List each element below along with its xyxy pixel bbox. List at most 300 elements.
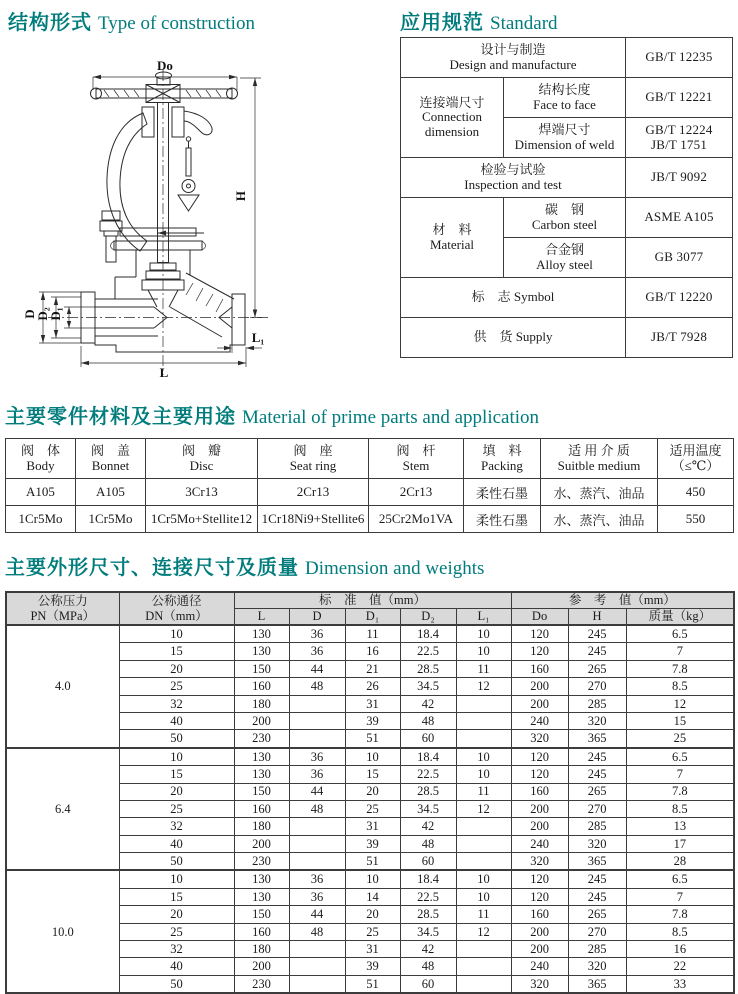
- dimensions-cell: [289, 695, 345, 712]
- materials-row: [6, 506, 734, 533]
- dimensions-cell: 42: [400, 818, 456, 835]
- dimensions-cell: 36: [289, 888, 345, 905]
- dimensions-cell: 130: [234, 748, 289, 766]
- dimensions-cell: 120: [511, 870, 568, 888]
- dimensions-column-header: L₁: [456, 609, 511, 626]
- dimensions-cell: 60: [400, 730, 456, 748]
- materials-cell: 1Cr18Ni9+Stellite6: [258, 506, 369, 533]
- dimensions-cell: 230: [234, 853, 289, 871]
- dimensions-cell: 48: [289, 923, 345, 940]
- dimensions-cell: [289, 730, 345, 748]
- dimensions-cell: 245: [568, 870, 626, 888]
- dimensions-cell: 320: [511, 853, 568, 871]
- construction-section-title: [8, 6, 255, 35]
- dimensions-cell: 32: [119, 818, 234, 835]
- dimensions-cell: 16: [626, 941, 734, 958]
- dimensions-cell: 10: [456, 625, 511, 643]
- dim-label-d0: Do: [157, 58, 173, 73]
- dimensions-cell: 60: [400, 853, 456, 871]
- dimensions-cell: 44: [289, 783, 345, 800]
- materials-cell: 水、蒸汽、油品: [541, 506, 658, 533]
- standard-value-weld: [626, 118, 733, 158]
- dimensions-cell: 8.5: [626, 678, 734, 695]
- dimensions-cell: 245: [568, 625, 626, 643]
- dimensions-cell: 245: [568, 888, 626, 905]
- dimensions-cell: [456, 941, 511, 958]
- dim-label-l1: L₁: [251, 330, 265, 345]
- dimensions-cell: 150: [234, 783, 289, 800]
- materials-title-en: Material of prime parts and application: [242, 407, 540, 428]
- dimensions-cell: 285: [568, 818, 626, 835]
- dimensions-cell: 20: [345, 906, 400, 923]
- dimensions-cell: 48: [289, 800, 345, 817]
- dimensions-cell: 320: [511, 730, 568, 748]
- alloy-en: Alloy steel: [536, 256, 593, 272]
- materials-section-title: [5, 400, 539, 429]
- dimensions-cell: 44: [289, 660, 345, 677]
- dimensions-column-header: Do: [511, 609, 568, 626]
- dimensions-cell: 10: [119, 625, 234, 643]
- standard-value-supply: JB/T 7928: [626, 318, 733, 358]
- standard-row-inspection: [401, 158, 733, 198]
- dimensions-cell: 6.5: [626, 870, 734, 888]
- dimensions-cell: [289, 958, 345, 975]
- materials-cell: 550: [658, 506, 734, 533]
- dimensions-column-header: D₂: [400, 609, 456, 626]
- dimensions-cell: [456, 975, 511, 993]
- dimensions-cell: 13: [626, 818, 734, 835]
- dimensions-cell: 22.5: [400, 643, 456, 660]
- standard-values-header: 标 准 值（mm）: [234, 592, 511, 609]
- valve-drawing: [18, 45, 298, 380]
- pn-group-cell: 6.4: [6, 748, 119, 871]
- face-zh: 结构长度: [538, 81, 591, 97]
- standard-table: [400, 37, 733, 358]
- dimensions-cell: 6.5: [626, 748, 734, 766]
- materials-cell: 3Cr13: [146, 479, 258, 506]
- dimensions-cell: 20: [119, 783, 234, 800]
- dimensions-cell: 50: [119, 730, 234, 748]
- dimensions-cell: 7: [626, 766, 734, 783]
- dimensions-cell: 15: [119, 766, 234, 783]
- dimensions-cell: 270: [568, 923, 626, 940]
- dimensions-cell: 7.8: [626, 783, 734, 800]
- dimensions-cell: 160: [511, 783, 568, 800]
- materials-cell: 柔性石墨: [464, 479, 541, 506]
- dimensions-cell: 320: [511, 975, 568, 993]
- dimensions-cell: [289, 712, 345, 729]
- dimensions-cell: 285: [568, 941, 626, 958]
- dimensions-cell: 12: [626, 695, 734, 712]
- dimensions-cell: 10: [456, 766, 511, 783]
- construction-title-zh: 结构形式: [8, 12, 92, 34]
- design-en: Design and manufacture: [449, 56, 577, 72]
- dimensions-cell: 270: [568, 678, 626, 695]
- standard-title-en: Standard: [490, 13, 558, 34]
- dimensions-cell: 48: [400, 835, 456, 852]
- dimensions-cell: 51: [345, 853, 400, 871]
- standard-value-design: GB/T 12235: [626, 38, 733, 78]
- dimensions-row: [6, 748, 734, 766]
- dimensions-cell: 200: [511, 923, 568, 940]
- dim-label-d2: D₂: [35, 307, 50, 321]
- dimensions-cell: 18.4: [400, 870, 456, 888]
- dimensions-cell: 120: [511, 643, 568, 660]
- material-zh: 材 料: [432, 221, 472, 237]
- inspection-zh: 检验与试验: [480, 161, 546, 177]
- dimensions-row: [6, 625, 734, 643]
- standard-value-inspection: JB/T 9092: [626, 158, 733, 198]
- dimensions-cell: 12: [456, 678, 511, 695]
- dimensions-cell: 8.5: [626, 800, 734, 817]
- weld-zh: 焊端尺寸: [538, 121, 591, 137]
- dimensions-cell: 180: [234, 695, 289, 712]
- dimensions-cell: 18.4: [400, 625, 456, 643]
- inspection-en: Inspection and test: [464, 176, 562, 192]
- dimensions-column-header: H: [568, 609, 626, 626]
- dim-label-d: D: [22, 309, 37, 319]
- dimensions-cell: 130: [234, 870, 289, 888]
- dimensions-cell: 7.8: [626, 906, 734, 923]
- weld-value-2: JB/T 1751: [650, 136, 708, 152]
- dimensions-row: [6, 870, 734, 888]
- dimensions-cell: 34.5: [400, 678, 456, 695]
- dim-label-d1: D₁: [48, 307, 63, 321]
- dimensions-cell: 50: [119, 975, 234, 993]
- dimensions-cell: 22.5: [400, 766, 456, 783]
- dimensions-cell: 10: [456, 643, 511, 660]
- dimensions-cell: 25: [345, 923, 400, 940]
- dimensions-cell: 7.8: [626, 660, 734, 677]
- dimensions-cell: 21: [345, 660, 400, 677]
- dimensions-cell: 31: [345, 695, 400, 712]
- dimensions-cell: [456, 695, 511, 712]
- dimensions-cell: 36: [289, 766, 345, 783]
- dn-header-en: DN（mm）: [145, 608, 208, 623]
- dimensions-column-header: L: [234, 609, 289, 626]
- dimensions-cell: 39: [345, 712, 400, 729]
- dimensions-cell: 40: [119, 835, 234, 852]
- dimensions-cell: 245: [568, 766, 626, 783]
- dimensions-cell: 42: [400, 941, 456, 958]
- dimensions-cell: 130: [234, 888, 289, 905]
- standard-row-carbon: [401, 198, 733, 238]
- standard-value-face: GB/T 12221: [626, 78, 733, 118]
- materials-cell: 450: [658, 479, 734, 506]
- reference-values-header: 参 考 值（mm）: [511, 592, 734, 609]
- dn-header-zh: 公称通径: [151, 594, 202, 609]
- pn-header: [6, 592, 119, 625]
- carbon-en: Carbon steel: [531, 216, 598, 232]
- materials-cell: 2Cr13: [369, 479, 464, 506]
- dimensions-cell: 200: [511, 678, 568, 695]
- standard-label-inspection: [401, 158, 626, 198]
- standard-value-carbon: ASME A105: [626, 198, 733, 238]
- dimensions-cell: [456, 853, 511, 871]
- materials-table: [5, 438, 734, 533]
- materials-cell: 水、蒸汽、油品: [541, 479, 658, 506]
- dimensions-cell: 31: [345, 941, 400, 958]
- dimensions-cell: 32: [119, 695, 234, 712]
- dimensions-section-title: [5, 551, 484, 580]
- dimensions-cell: 11: [345, 625, 400, 643]
- dimensions-cell: [289, 853, 345, 871]
- dimensions-cell: 50: [119, 853, 234, 871]
- dimensions-cell: 44: [289, 906, 345, 923]
- dimensions-cell: 34.5: [400, 800, 456, 817]
- dimensions-cell: 26: [345, 678, 400, 695]
- alloy-zh: 合金钢: [544, 241, 584, 257]
- dimensions-cell: 34.5: [400, 923, 456, 940]
- standard-label-weld: [504, 118, 626, 158]
- dimensions-cell: 51: [345, 975, 400, 993]
- dimensions-cell: 160: [511, 906, 568, 923]
- dimensions-title-zh: 主要外形尺寸、连接尺寸及质量: [5, 557, 299, 579]
- dimensions-cell: 270: [568, 800, 626, 817]
- dimensions-cell: 28.5: [400, 783, 456, 800]
- materials-cell: A105: [76, 479, 146, 506]
- materials-column-header: 阀 瓣 Disc: [146, 439, 258, 479]
- dimensions-cell: 230: [234, 730, 289, 748]
- dimensions-cell: [456, 958, 511, 975]
- dimensions-cell: 39: [345, 958, 400, 975]
- standard-row-design: [401, 38, 733, 78]
- dimensions-cell: 12: [456, 923, 511, 940]
- dimensions-cell: 22: [626, 958, 734, 975]
- dimensions-cell: 365: [568, 730, 626, 748]
- dimensions-cell: 36: [289, 748, 345, 766]
- dimensions-cell: 160: [234, 678, 289, 695]
- standard-section-title: [400, 6, 558, 35]
- materials-cell: 1Cr5Mo+Stellite12: [146, 506, 258, 533]
- materials-cell: 25Cr2Mo1VA: [369, 506, 464, 533]
- dimensions-cell: 200: [234, 958, 289, 975]
- dimensions-cell: 120: [511, 766, 568, 783]
- dimensions-cell: 320: [568, 835, 626, 852]
- pn-group-cell: 10.0: [6, 870, 119, 993]
- dimensions-cell: 25: [119, 923, 234, 940]
- materials-row: [6, 479, 734, 506]
- carbon-zh: 碳 钢: [544, 201, 584, 217]
- standard-label-alloy: [504, 238, 626, 278]
- standard-row-supply: [401, 318, 733, 358]
- dimensions-cell: 130: [234, 643, 289, 660]
- dimensions-cell: 160: [234, 923, 289, 940]
- dimensions-cell: 36: [289, 625, 345, 643]
- dimensions-cell: 240: [511, 712, 568, 729]
- dimensions-cell: 200: [234, 712, 289, 729]
- dimensions-cell: 10: [456, 888, 511, 905]
- dimensions-cell: 32: [119, 941, 234, 958]
- dimensions-cell: [456, 712, 511, 729]
- dimensions-cell: 15: [119, 643, 234, 660]
- dimensions-cell: 15: [119, 888, 234, 905]
- dimensions-cell: 245: [568, 748, 626, 766]
- dimensions-cell: 39: [345, 835, 400, 852]
- dimensions-cell: 180: [234, 941, 289, 958]
- standard-value-alloy: GB 3077: [626, 238, 733, 278]
- dimensions-cell: 240: [511, 835, 568, 852]
- dimensions-cell: 200: [234, 835, 289, 852]
- construction-title-en: Type of construction: [98, 13, 255, 34]
- dimensions-cell: 200: [511, 695, 568, 712]
- dimensions-cell: [456, 730, 511, 748]
- dimensions-cell: 33: [626, 975, 734, 993]
- dimensions-cell: 31: [345, 818, 400, 835]
- dimensions-cell: 230: [234, 975, 289, 993]
- dimensions-cell: 265: [568, 783, 626, 800]
- dimensions-cell: 10: [119, 870, 234, 888]
- dimensions-cell: 20: [345, 783, 400, 800]
- dimensions-cell: 6.5: [626, 625, 734, 643]
- dimensions-title-en: Dimension and weights: [305, 558, 485, 579]
- dimensions-cell: 12: [456, 800, 511, 817]
- dimensions-cell: 285: [568, 695, 626, 712]
- dimensions-cell: 7: [626, 643, 734, 660]
- materials-column-header: 阀 盖 Bonnet: [76, 439, 146, 479]
- dimensions-cell: 51: [345, 730, 400, 748]
- dimensions-cell: 42: [400, 695, 456, 712]
- pn-header-en: PN（MPa）: [30, 608, 96, 623]
- dimensions-cell: 60: [400, 975, 456, 993]
- standard-value-symbol: GB/T 12220: [626, 278, 733, 318]
- dimensions-cell: 365: [568, 975, 626, 993]
- dimensions-cell: [456, 835, 511, 852]
- dimensions-column-header: D₁: [345, 609, 400, 626]
- materials-column-header: 适 用 介 质 Suitble medium: [541, 439, 658, 479]
- dimensions-cell: 120: [511, 625, 568, 643]
- dimensions-cell: 36: [289, 643, 345, 660]
- pn-group-cell: 4.0: [6, 625, 119, 748]
- dimensions-cell: 10: [345, 748, 400, 766]
- material-en: Material: [429, 236, 475, 252]
- dimensions-cell: 25: [626, 730, 734, 748]
- dimensions-cell: 245: [568, 643, 626, 660]
- dimensions-cell: 320: [568, 958, 626, 975]
- weld-value-1: GB/T 12224: [645, 121, 713, 137]
- dimensions-cell: 320: [568, 712, 626, 729]
- pn-header-zh: 公称压力: [37, 594, 88, 609]
- dimensions-cell: [289, 975, 345, 993]
- dimensions-cell: 200: [511, 941, 568, 958]
- weld-en: Dimension of weld: [514, 136, 615, 152]
- dimensions-cell: 265: [568, 906, 626, 923]
- materials-column-header: 填 料 Packing: [464, 439, 541, 479]
- dim-label-l: L: [159, 365, 169, 380]
- dimensions-cell: 28.5: [400, 906, 456, 923]
- dimensions-cell: 8.5: [626, 923, 734, 940]
- dimensions-header-row-1: [6, 592, 734, 609]
- dimensions-cell: 15: [626, 712, 734, 729]
- standard-label-design: [401, 38, 626, 78]
- dimensions-cell: 20: [119, 906, 234, 923]
- dimensions-cell: 48: [400, 712, 456, 729]
- materials-cell: A105: [6, 479, 76, 506]
- dimensions-cell: 10: [119, 748, 234, 766]
- dimensions-cell: 48: [400, 958, 456, 975]
- materials-column-header: 阀 座 Seat ring: [258, 439, 369, 479]
- materials-column-header: 适用温度 （≤℃）: [658, 439, 734, 479]
- dimensions-column-header: D: [289, 609, 345, 626]
- standard-row-symbol: [401, 278, 733, 318]
- dimensions-cell: 200: [511, 818, 568, 835]
- dimensions-cell: [289, 941, 345, 958]
- dim-label-h: H: [233, 190, 248, 202]
- dimensions-cell: [289, 818, 345, 835]
- standard-label-supply: 供 货 Supply: [401, 318, 626, 358]
- dimensions-cell: 25: [345, 800, 400, 817]
- materials-header-row: [6, 439, 734, 479]
- dimensions-cell: [456, 818, 511, 835]
- dimensions-cell: 40: [119, 712, 234, 729]
- standard-label-material: [401, 198, 504, 278]
- dimensions-cell: 18.4: [400, 748, 456, 766]
- materials-cell: 1Cr5Mo: [76, 506, 146, 533]
- dimensions-cell: [289, 835, 345, 852]
- dimensions-cell: 240: [511, 958, 568, 975]
- dimensions-cell: 120: [511, 888, 568, 905]
- dimensions-cell: 22.5: [400, 888, 456, 905]
- materials-cell: 2Cr13: [258, 479, 369, 506]
- standard-label-connection: [401, 78, 504, 158]
- dimensions-cell: 130: [234, 766, 289, 783]
- standard-title-zh: 应用规范: [400, 12, 484, 34]
- standard-label-symbol: 标 志 Symbol: [401, 278, 626, 318]
- dimensions-cell: 7: [626, 888, 734, 905]
- dimensions-cell: 11: [456, 783, 511, 800]
- dimensions-cell: 20: [119, 660, 234, 677]
- dimensions-cell: 14: [345, 888, 400, 905]
- dimensions-cell: 160: [511, 660, 568, 677]
- dimensions-cell: 48: [289, 678, 345, 695]
- dimensions-cell: 11: [456, 660, 511, 677]
- connection-zh: 连接端尺寸: [419, 94, 485, 110]
- dimensions-cell: 11: [456, 906, 511, 923]
- dimensions-cell: 10: [456, 870, 511, 888]
- dimensions-cell: 28.5: [400, 660, 456, 677]
- dimensions-cell: 40: [119, 958, 234, 975]
- standard-label-carbon: [504, 198, 626, 238]
- dimensions-cell: 150: [234, 906, 289, 923]
- dimensions-cell: 365: [568, 853, 626, 871]
- dimensions-cell: 130: [234, 625, 289, 643]
- dimensions-cell: 160: [234, 800, 289, 817]
- dimensions-cell: 265: [568, 660, 626, 677]
- dimensions-cell: 10: [456, 748, 511, 766]
- materials-column-header: 阀 体 Body: [6, 439, 76, 479]
- materials-column-header: 阀 杆 Stem: [369, 439, 464, 479]
- materials-title-zh: 主要零件材料及主要用途: [5, 406, 236, 428]
- materials-cell: 1Cr5Mo: [6, 506, 76, 533]
- connection-en: Connection dimension: [422, 109, 482, 139]
- dimensions-table: [5, 591, 735, 994]
- dn-header: [119, 592, 234, 625]
- dimensions-cell: 25: [119, 800, 234, 817]
- materials-cell: 柔性石墨: [464, 506, 541, 533]
- dimensions-cell: 180: [234, 818, 289, 835]
- dimensions-cell: 10: [345, 870, 400, 888]
- design-zh: 设计与制造: [480, 41, 546, 57]
- face-en: Face to face: [533, 96, 596, 112]
- dimensions-cell: 15: [345, 766, 400, 783]
- dimensions-cell: 17: [626, 835, 734, 852]
- dimensions-cell: 16: [345, 643, 400, 660]
- standard-row-face: [401, 78, 733, 118]
- dimensions-cell: 36: [289, 870, 345, 888]
- standard-label-face: [504, 78, 626, 118]
- dimensions-column-header: 质量（kg）: [626, 609, 734, 626]
- dimensions-cell: 120: [511, 748, 568, 766]
